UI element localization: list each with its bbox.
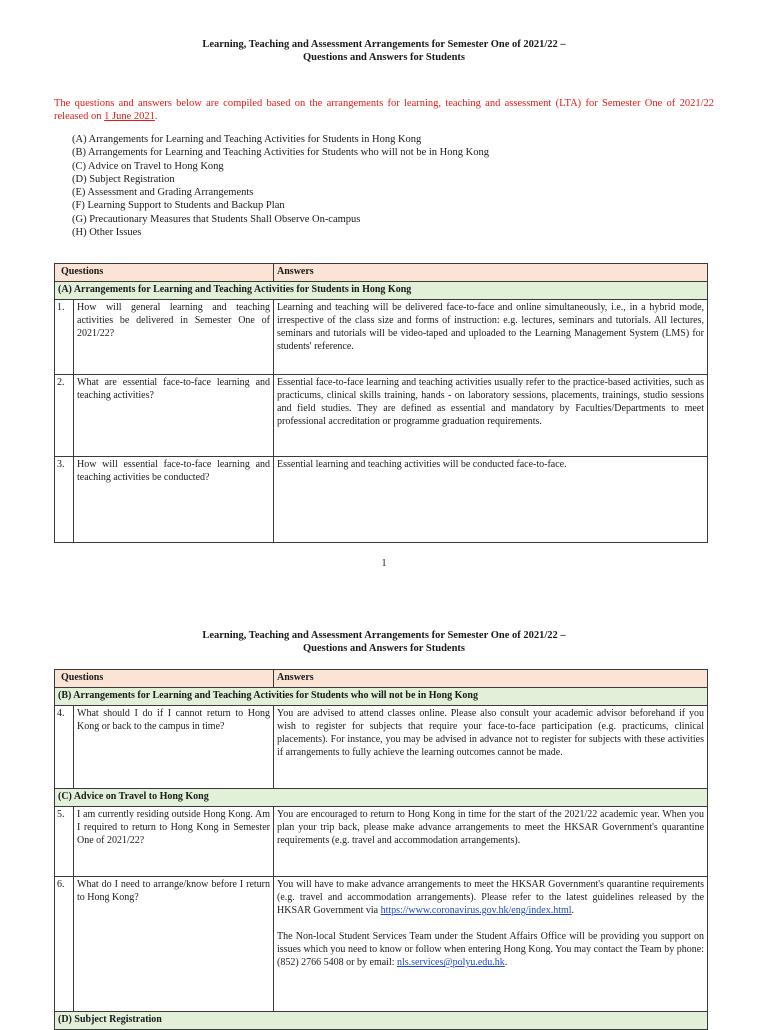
toc-item: (G) Precautionary Measures that Students Shall Observe On-campus xyxy=(72,213,361,225)
table-row xyxy=(55,375,708,457)
table-row xyxy=(55,457,708,543)
qa-table-page-2 xyxy=(54,669,708,1030)
answer-text: . xyxy=(571,905,575,916)
coronavirus-link[interactable]: https://www.coronavirus.gov.hk/eng/index.html xyxy=(380,905,572,916)
table-row xyxy=(55,877,708,1012)
question-text: I am currently residing outside Hong Kong. Am I required to return to Hong Kong in Semester One of 2021/22? xyxy=(74,807,274,877)
qa-table-page-1 xyxy=(54,263,708,543)
question-text: What are essential face-to-face learning and teaching activities? xyxy=(74,375,274,457)
intro-date: 1 June 2021 xyxy=(104,111,155,122)
header-answers: Answers xyxy=(274,264,708,282)
toc-item: (C) Advice on Travel to Hong Kong xyxy=(72,160,224,172)
answer-text: You are advised to attend classes online. Please also consult your academic advisor beforehand if you wish to register for subjects that require your face-to-face participation (e.g. practicums, clinical placements). For instance, you may be advised in advance not to register for subjects with these activities if arrangements to fully achieve the learning outcomes cannot be made. xyxy=(274,706,708,789)
question-number: 6. xyxy=(55,877,74,1012)
question-number: 2. xyxy=(55,375,74,457)
section-row-a xyxy=(55,282,708,300)
document-title xyxy=(0,629,768,655)
answer-text: Learning and teaching will be delivered face-to-face and online simultaneously, i.e., in a hybrid mode, irrespective of the class size and forms of instruction: e.g. lectures, seminars and tutorials. All lectures, seminars and tutorials will be video-taped and uploaded to the Learning Management System (LMS) for students' reference. xyxy=(274,300,708,375)
table-row xyxy=(55,807,708,877)
toc-item: (H) Other Issues xyxy=(72,227,142,239)
table-header-row xyxy=(55,264,708,282)
question-number: 1. xyxy=(55,300,74,375)
toc-item: (B) Arrangements for Learning and Teaching Activities for Students who will not be in Hong Kong xyxy=(72,147,489,159)
section-title-a: (A) Arrangements for Learning and Teaching Activities for Students in Hong Kong xyxy=(55,282,708,300)
section-title-c: (C) Advice on Travel to Hong Kong xyxy=(55,789,708,807)
intro-end: . xyxy=(154,111,158,122)
answer-text: . xyxy=(504,957,508,968)
header-answers: Answers xyxy=(274,670,708,688)
title-line-1: Learning, Teaching and Assessment Arrangements for Semester One of 2021/22 – xyxy=(202,630,566,641)
section-title-b: (B) Arrangements for Learning and Teaching Activities for Students who will not be in Hong Kong xyxy=(55,688,708,706)
answer-cell xyxy=(274,877,708,1012)
email-link[interactable]: nls.services@polyu.edu.hk xyxy=(397,957,505,968)
page-number: 1 xyxy=(381,558,387,569)
answer-text: The Non-local Student Services Team under the Student Affairs Office will be providing you support on issues which you need to know or follow when entering Hong Kong. You may contact the Team by phone: (852) 2766 5408 or by email: xyxy=(277,931,705,968)
answer-text: Essential face-to-face learning and teaching activities usually refer to the practice-based activities, such as practicums, clinical skills training, hands - on laboratory sessions, placements, trainings, studio sessions and field studies. They are defined as essential and mandatory by Faculties/Departments to meet professional accreditation or programme graduation requirements. xyxy=(274,375,708,457)
answer-paragraph-1 xyxy=(277,878,704,917)
title-line-1: Learning, Teaching and Assessment Arrangements for Semester One of 2021/22 – xyxy=(202,39,566,50)
answer-text: Essential learning and teaching activities will be conducted face-to-face. xyxy=(274,457,708,543)
header-questions: Questions xyxy=(55,264,274,282)
question-number: 4. xyxy=(55,706,74,789)
answer-text: You will have to make advance arrangements to meet the HKSAR Government's quarantine requirements (e.g. travel and accommodation arrangements). Please refer to the latest guidelines released by the HKSAR Government via xyxy=(277,879,705,916)
title-line-2: Questions and Answers for Students xyxy=(302,52,465,63)
question-text: How will general learning and teaching activities be delivered in Semester One of 2021/22? xyxy=(74,300,274,375)
question-number: 3. xyxy=(55,457,74,543)
intro-text: The questions and answers below are compiled based on the arrangements for learning, teaching and assessment (LTA) for Semester One of 2021/22 released on xyxy=(54,98,714,122)
header-questions: Questions xyxy=(55,670,274,688)
table-row xyxy=(55,706,708,789)
paragraph-spacer xyxy=(277,917,704,930)
section-row-d xyxy=(55,1012,708,1030)
question-text: What should I do if I cannot return to Hong Kong or back to the campus in time? xyxy=(74,706,274,789)
section-title-d: (D) Subject Registration xyxy=(55,1012,708,1030)
toc-item: (A) Arrangements for Learning and Teaching Activities for Students in Hong Kong xyxy=(72,134,422,145)
question-text: How will essential face-to-face learning and teaching activities be conducted? xyxy=(74,457,274,543)
title-line-2: Questions and Answers for Students xyxy=(302,643,465,654)
table-header-row xyxy=(55,670,708,688)
intro-paragraph xyxy=(54,97,714,123)
answer-text: You are encouraged to return to Hong Kong in time for the start of the 2021/22 academic year. When you plan your trip back, please make advance arrangements to meet the HKSAR Government's quarantine requirements (e.g. travel and accommodation arrangements). xyxy=(274,807,708,877)
table-row xyxy=(55,300,708,375)
document-page-2 xyxy=(0,580,768,1024)
question-text: What do I need to arrange/know before I return to Hong Kong? xyxy=(74,877,274,1012)
section-row-b xyxy=(55,688,708,706)
section-row-c xyxy=(55,789,708,807)
toc-item: (E) Assessment and Grading Arrangements xyxy=(72,187,254,199)
document-title xyxy=(0,38,768,64)
toc-item: (F) Learning Support to Students and Backup Plan xyxy=(72,200,285,212)
toc-item: (D) Subject Registration xyxy=(72,173,175,185)
answer-paragraph-2 xyxy=(277,930,704,969)
question-number: 5. xyxy=(55,807,74,877)
table-of-contents xyxy=(72,133,489,239)
